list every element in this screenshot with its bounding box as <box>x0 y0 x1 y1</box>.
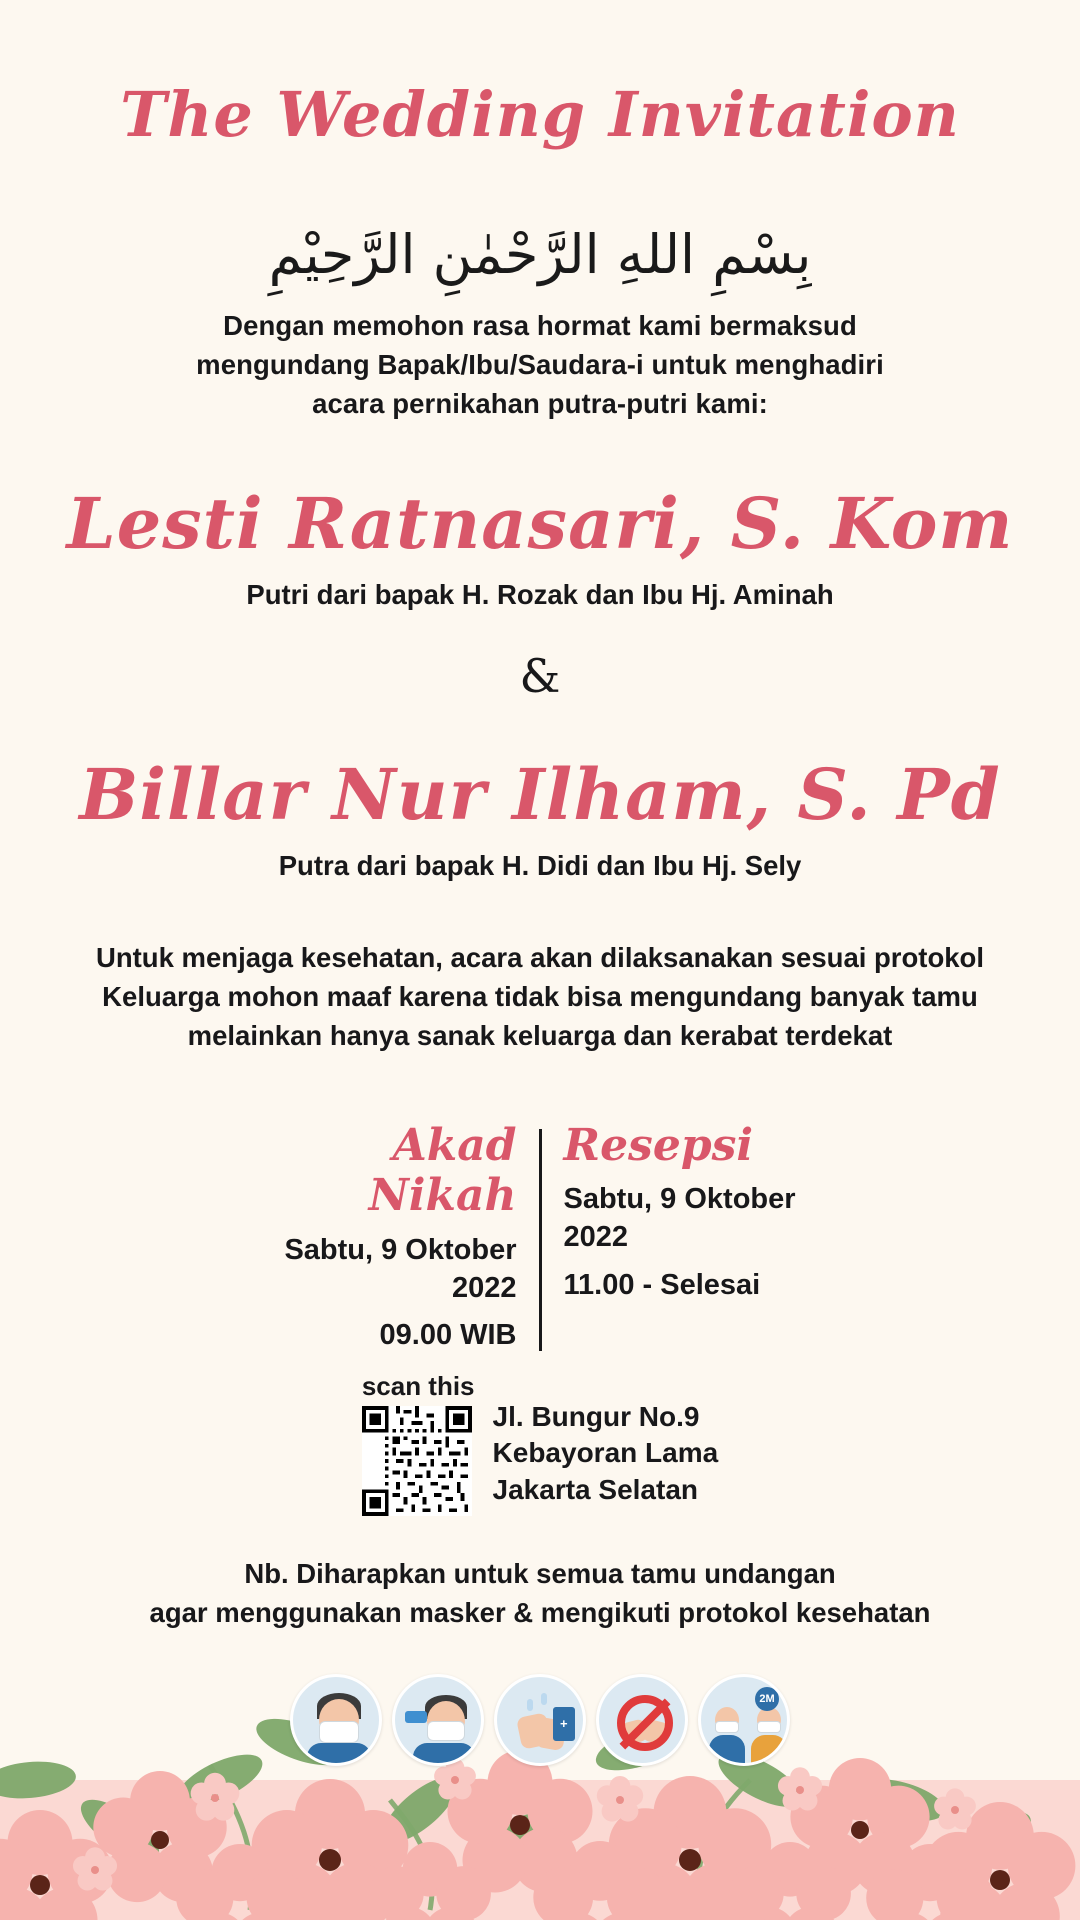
check-temperature-icon <box>392 1674 484 1766</box>
bride-name: Lesti Ratnasari, S. Kom <box>66 481 1014 565</box>
intro-line-1: Dengan memohon rasa hormat kami bermaksud <box>223 310 857 342</box>
distance-badge: 2M <box>755 1687 779 1711</box>
event-title: Akad Nikah <box>368 1119 517 1222</box>
health-note-line-3: melainkan hanya sanak keluarga dan kerabat terdekat <box>187 1019 893 1051</box>
keep-distance-2m-icon <box>698 1674 790 1766</box>
scan-label: scan this <box>361 1370 475 1401</box>
health-note-line-2: Keluarga mohon maaf karena tidak bisa mengundang banyak tamu <box>102 980 978 1012</box>
bride-parents: Putri dari bapak H. Rozak dan Ibu Hj. Aminah <box>246 578 834 610</box>
events-section <box>0 1121 1080 1355</box>
event-title: Resepsi <box>563 1119 754 1171</box>
intro-line-3: acara pernikahan putra-putri kami: <box>312 388 768 420</box>
footer-note-line-1: Nb. Diharapkan untuk semua tamu undangan <box>244 1557 836 1589</box>
intro-line-2: mengundang Bapak/Ibu/Saudara-i untuk menghadiri <box>196 349 884 381</box>
health-protocol-note <box>0 938 1080 1055</box>
event-time: 09.00 WIB <box>379 1319 517 1352</box>
footer-note <box>0 1554 1080 1632</box>
no-handshake-icon <box>596 1674 688 1766</box>
address-line-2: Kebayoran Lama <box>492 1437 719 1469</box>
groom-name: Billar Nur Ilham, S. Pd <box>79 752 1001 836</box>
intro-paragraph <box>0 306 1080 423</box>
event-time: 11.00 - Selesai <box>563 1268 761 1301</box>
event-resepsi <box>542 1121 842 1355</box>
protocol-icons-row <box>0 1674 1080 1766</box>
event-date: Sabtu, 9 Oktober 2022 <box>284 1233 517 1304</box>
address-line-3: Jakarta Selatan <box>492 1473 698 1505</box>
ampersand-separator: & <box>519 648 561 703</box>
health-note-line-1: Untuk menjaga kesehatan, acara akan dilaksanakan sesuai protokol <box>95 941 985 973</box>
wear-mask-icon <box>290 1674 382 1766</box>
bismillah-text: بِسْمِ اللهِ الرَّحْمٰنِ الرَّحِيْمِ <box>268 223 812 286</box>
qr-code-icon[interactable] <box>362 1406 472 1516</box>
page-title: The Wedding Invitation <box>120 78 960 151</box>
wash-hands-icon: + <box>494 1674 586 1766</box>
event-akad-nikah <box>239 1121 539 1355</box>
event-date: Sabtu, 9 Oktober 2022 <box>563 1183 796 1253</box>
venue-address <box>493 1399 719 1508</box>
location-section <box>0 1371 1080 1516</box>
groom-parents: Putra dari bapak H. Didi dan Ibu Hj. Sely <box>278 849 802 881</box>
qr-wrapper[interactable] <box>362 1371 475 1516</box>
footer-note-line-2: agar menggunakan masker & mengikuti protokol kesehatan <box>149 1596 931 1628</box>
address-line-1: Jl. Bungur No.9 <box>492 1400 700 1432</box>
